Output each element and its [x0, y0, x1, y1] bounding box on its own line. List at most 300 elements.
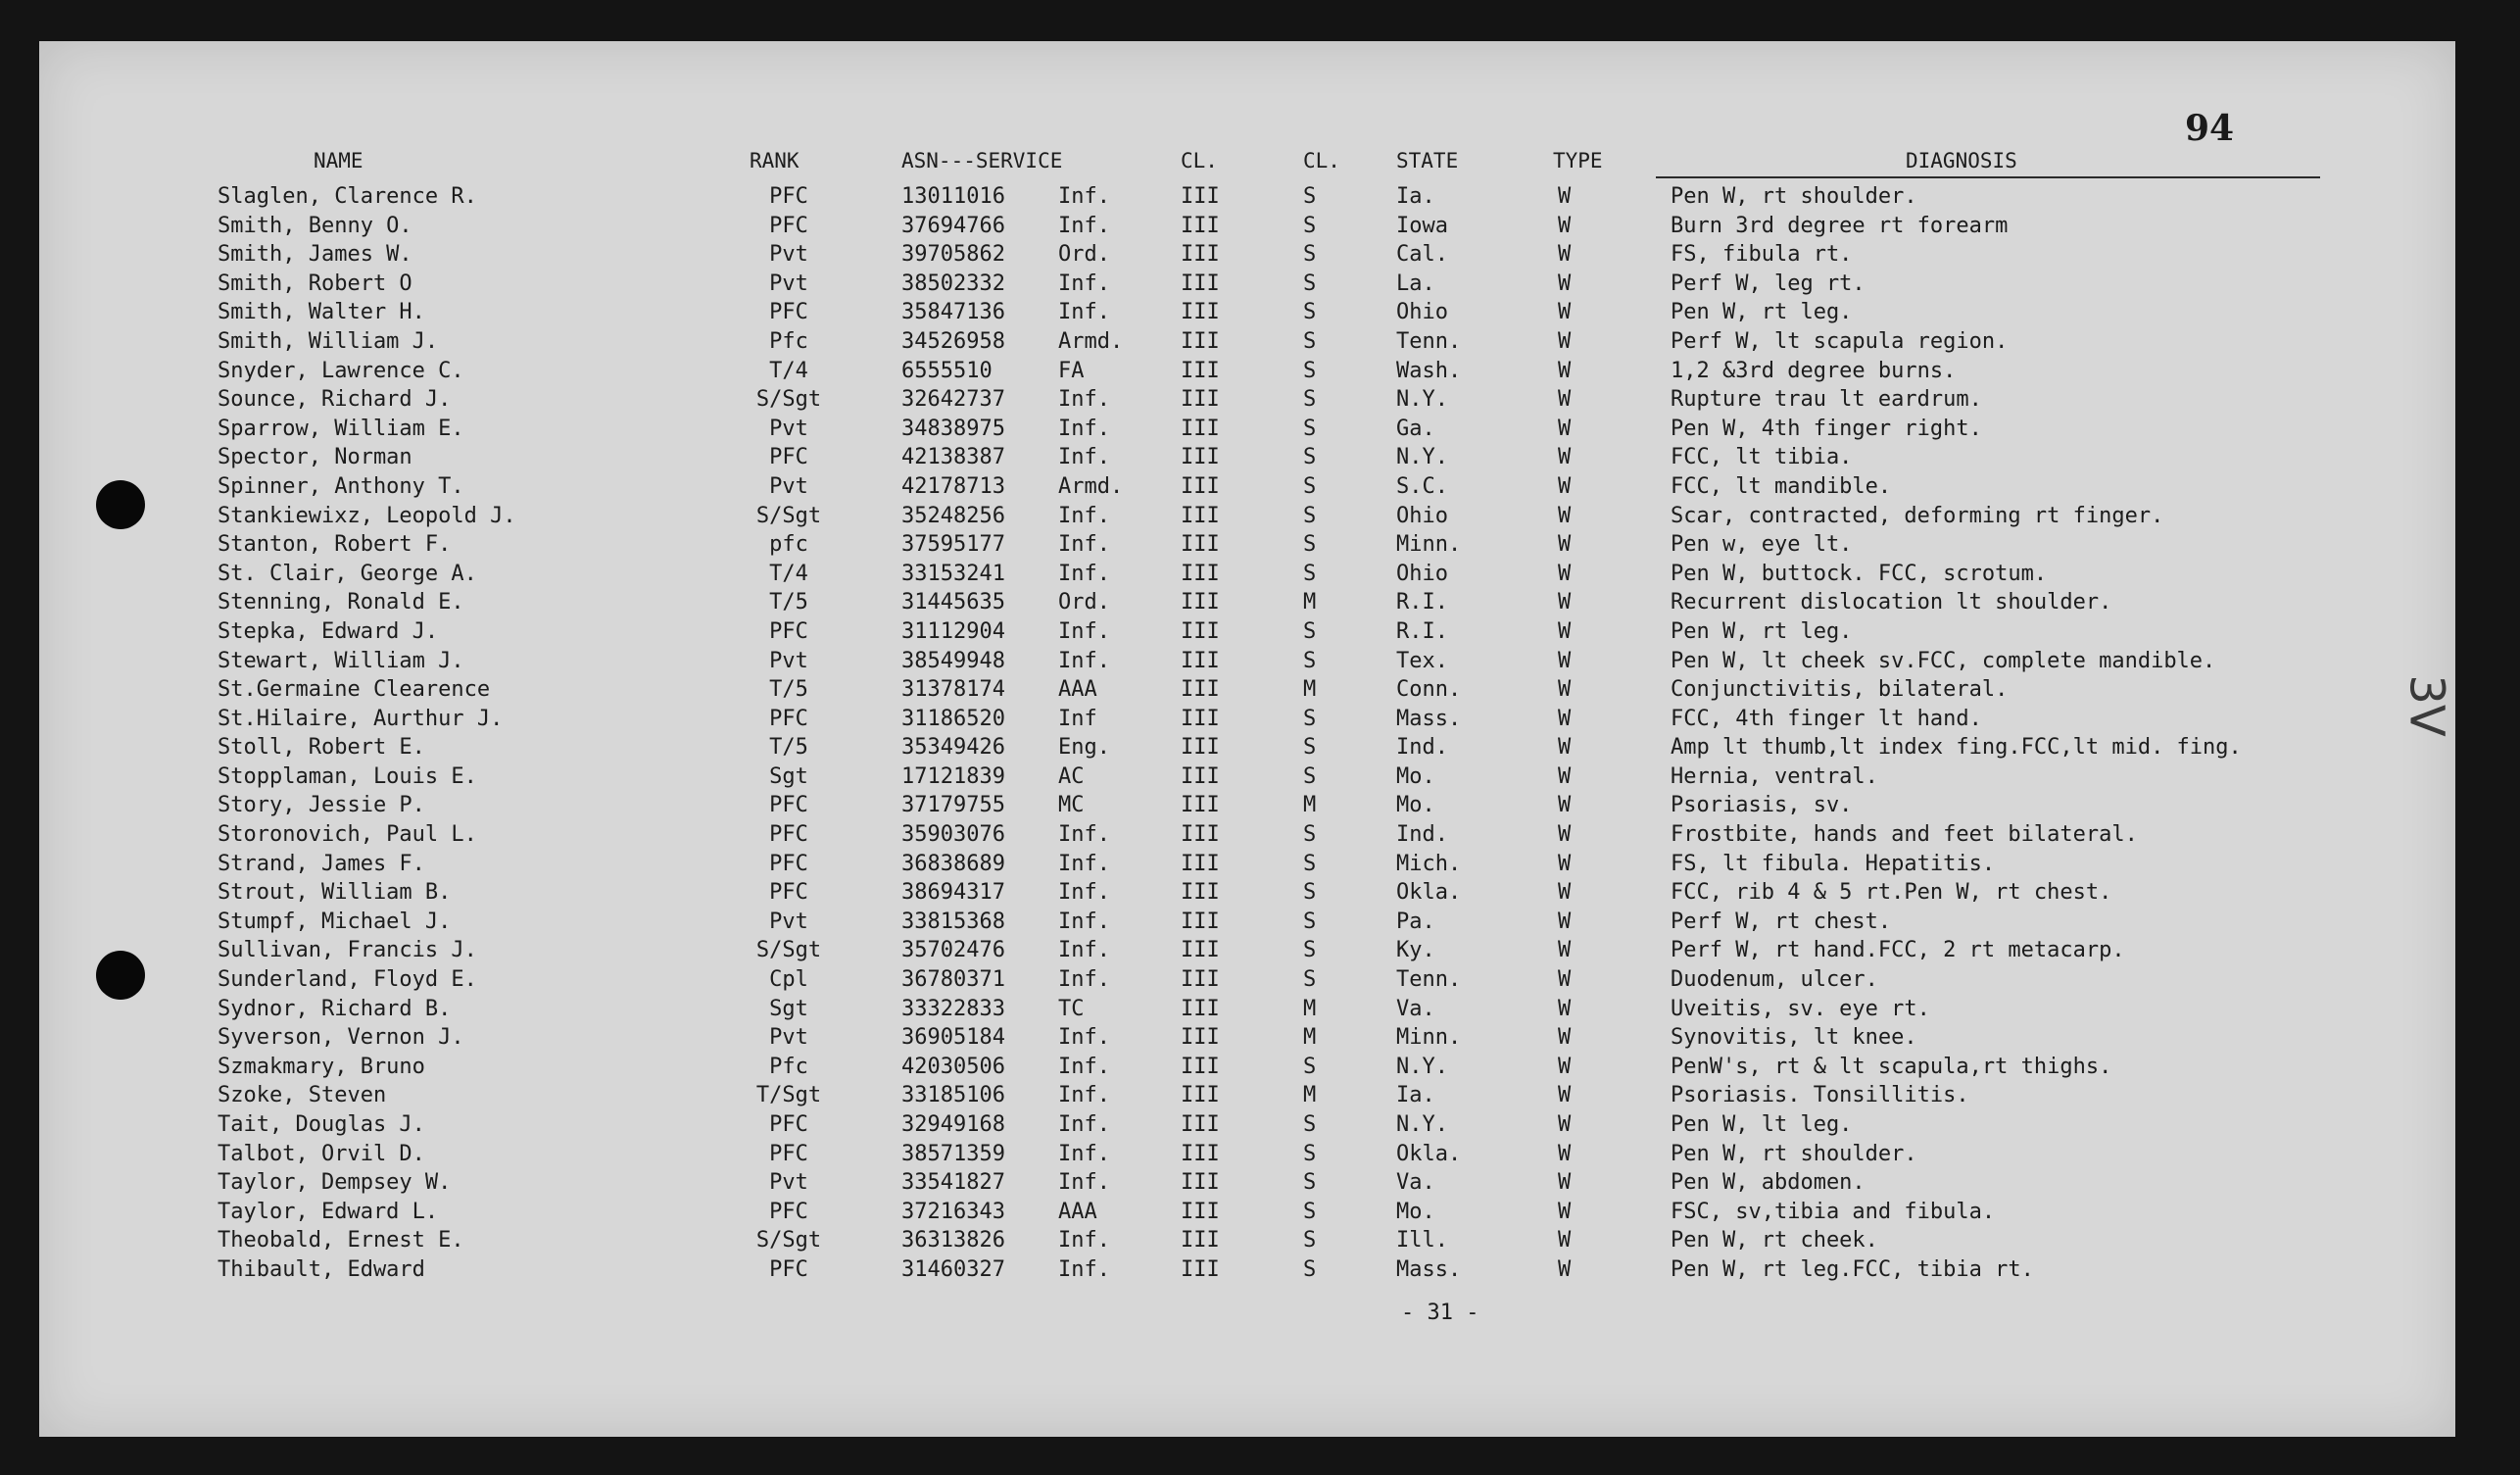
cell-class-2: S	[1303, 880, 1317, 906]
cell-class-2: M	[1303, 1083, 1317, 1108]
cell-type: W	[1558, 503, 1572, 528]
cell-rank: PFC	[769, 880, 808, 906]
cell-class-2: S	[1303, 242, 1317, 268]
table-row	[39, 762, 2455, 792]
cell-name: Sydnor, Richard B.	[218, 996, 452, 1021]
cell-type: W	[1558, 967, 1572, 993]
cell-class-2: S	[1303, 648, 1317, 673]
cell-type: W	[1558, 213, 1572, 238]
cell-diagnosis: Pen W, lt cheek sv.FCC, complete mandible.	[1671, 648, 2216, 673]
cell-rank: PFC	[769, 822, 808, 848]
cell-diagnosis: FCC, lt mandible.	[1671, 473, 1892, 499]
cell-class-2: M	[1303, 1025, 1317, 1051]
cell-state: Tenn.	[1396, 967, 1462, 993]
cell-class-2: S	[1303, 184, 1317, 209]
table-row	[39, 502, 2455, 531]
cell-name: Szmakmary, Bruno	[218, 1054, 425, 1079]
cell-service: Inf.	[1058, 184, 1110, 209]
cell-class-1: III	[1181, 184, 1220, 209]
cell-rank: PFC	[769, 184, 808, 209]
cell-state: Ga.	[1396, 416, 1435, 441]
cell-state: Ohio	[1396, 503, 1448, 528]
cell-name: Stopplaman, Louis E.	[218, 763, 477, 789]
table-row	[39, 530, 2455, 560]
cell-asn: 37595177	[901, 532, 1005, 558]
cell-diagnosis: Pen W, lt leg.	[1671, 1112, 1853, 1137]
cell-state: N.Y.	[1396, 445, 1448, 470]
table-row	[39, 1226, 2455, 1255]
footer-page-number: - 31 -	[1401, 1301, 1479, 1325]
cell-service: Inf.	[1058, 1141, 1110, 1166]
cell-class-1: III	[1181, 213, 1220, 238]
cell-type: W	[1558, 1170, 1572, 1196]
cell-service: Inf.	[1058, 909, 1110, 934]
cell-asn: 33185106	[901, 1083, 1005, 1108]
cell-type: W	[1558, 735, 1572, 761]
cell-class-1: III	[1181, 445, 1220, 470]
cell-diagnosis: Perf W, leg rt.	[1671, 270, 1866, 296]
cell-type: W	[1558, 532, 1572, 558]
cell-rank: S/Sgt	[755, 387, 822, 413]
table-row	[39, 1110, 2455, 1140]
cell-diagnosis: Pen W, rt cheek.	[1671, 1228, 1878, 1254]
cell-rank: T/5	[769, 590, 808, 615]
cell-name: Smith, James W.	[218, 242, 412, 268]
cell-class-1: III	[1181, 1199, 1220, 1224]
cell-rank: S/Sgt	[755, 938, 822, 963]
cell-state: Pa.	[1396, 909, 1435, 934]
cell-name: Stewart, William J.	[218, 648, 464, 673]
cell-state: Ohio	[1396, 300, 1448, 325]
cell-class-2: S	[1303, 213, 1317, 238]
cell-asn: 32949168	[901, 1112, 1005, 1137]
table-row	[39, 270, 2455, 299]
cell-state: Minn.	[1396, 532, 1462, 558]
cell-service: MC	[1058, 793, 1085, 818]
cell-state: Mo.	[1396, 1199, 1435, 1224]
cell-class-2: S	[1303, 618, 1317, 644]
cell-rank: Pvt	[769, 648, 808, 673]
cell-type: W	[1558, 590, 1572, 615]
cell-class-2: S	[1303, 1256, 1317, 1282]
header-diagnosis: DIAGNOSIS	[1906, 149, 2017, 172]
cell-name: Sounce, Richard J.	[218, 387, 452, 413]
cell-name: Smith, William J.	[218, 328, 439, 354]
cell-class-1: III	[1181, 532, 1220, 558]
cell-type: W	[1558, 358, 1572, 383]
cell-service: Inf.	[1058, 270, 1110, 296]
table-row	[39, 385, 2455, 415]
cell-type: W	[1558, 328, 1572, 354]
cell-type: W	[1558, 763, 1572, 789]
cell-class-2: S	[1303, 270, 1317, 296]
cell-class-1: III	[1181, 387, 1220, 413]
table-row	[39, 675, 2455, 705]
cell-rank: T/5	[769, 677, 808, 703]
cell-state: Mass.	[1396, 706, 1462, 731]
cell-service: Inf.	[1058, 416, 1110, 441]
cell-diagnosis: FS, lt fibula. Hepatitis.	[1671, 851, 1996, 876]
cell-class-1: III	[1181, 1256, 1220, 1282]
cell-class-1: III	[1181, 300, 1220, 325]
cell-class-2: S	[1303, 1112, 1317, 1137]
cell-name: Spector, Norman	[218, 445, 412, 470]
cell-name: Theobald, Ernest E.	[218, 1228, 464, 1254]
cell-class-2: M	[1303, 793, 1317, 818]
cell-type: W	[1558, 1256, 1572, 1282]
cell-asn: 36780371	[901, 967, 1005, 993]
cell-class-2: M	[1303, 996, 1317, 1021]
cell-diagnosis: Psoriasis, sv.	[1671, 793, 1853, 818]
cell-service: Inf.	[1058, 213, 1110, 238]
cell-class-1: III	[1181, 735, 1220, 761]
cell-diagnosis: Perf W, rt chest.	[1671, 909, 1892, 934]
cell-asn: 34526958	[901, 328, 1005, 354]
table-row	[39, 791, 2455, 820]
cell-state: Mich.	[1396, 851, 1462, 876]
cell-diagnosis: Pen W, rt leg.FCC, tibia rt.	[1671, 1256, 2034, 1282]
cell-class-1: III	[1181, 1112, 1220, 1137]
table-row	[39, 820, 2455, 850]
cell-name: Storonovich, Paul L.	[218, 822, 477, 848]
cell-diagnosis: Duodenum, ulcer.	[1671, 967, 1878, 993]
cell-class-1: III	[1181, 473, 1220, 499]
cell-class-1: III	[1181, 880, 1220, 906]
cell-class-1: III	[1181, 967, 1220, 993]
cell-rank: PFC	[769, 706, 808, 731]
cell-service: Inf.	[1058, 1170, 1110, 1196]
cell-state: Ohio	[1396, 561, 1448, 586]
cell-service: Inf.	[1058, 1228, 1110, 1254]
cell-asn: 31112904	[901, 618, 1005, 644]
cell-asn: 35702476	[901, 938, 1005, 963]
cell-state: Mo.	[1396, 763, 1435, 789]
cell-class-1: III	[1181, 503, 1220, 528]
cell-rank: PFC	[769, 445, 808, 470]
cell-rank: Pvt	[769, 1025, 808, 1051]
table-row	[39, 1255, 2455, 1285]
cell-diagnosis: Rupture trau lt eardrum.	[1671, 387, 1982, 413]
cell-asn: 33153241	[901, 561, 1005, 586]
table-row	[39, 705, 2455, 734]
cell-service: Inf.	[1058, 851, 1110, 876]
header-state: STATE	[1396, 149, 1459, 172]
cell-state: Ia.	[1396, 184, 1435, 209]
cell-rank: Pvt	[769, 270, 808, 296]
cell-rank: PFC	[769, 851, 808, 876]
header-class-1: CL.	[1181, 149, 1218, 172]
cell-name: Smith, Robert O	[218, 270, 412, 296]
table-row	[39, 878, 2455, 908]
cell-state: Ind.	[1396, 822, 1448, 848]
cell-name: Strout, William B.	[218, 880, 452, 906]
cell-diagnosis: PenW's, rt & lt scapula,rt thighs.	[1671, 1054, 2112, 1079]
cell-type: W	[1558, 938, 1572, 963]
cell-asn: 33541827	[901, 1170, 1005, 1196]
cell-type: W	[1558, 1083, 1572, 1108]
cell-diagnosis: Psoriasis. Tonsillitis.	[1671, 1083, 1969, 1108]
table-row	[39, 212, 2455, 241]
header-class-2: CL.	[1303, 149, 1340, 172]
table-row	[39, 560, 2455, 589]
cell-state: Mass.	[1396, 1256, 1462, 1282]
cell-type: W	[1558, 706, 1572, 731]
cell-type: W	[1558, 1112, 1572, 1137]
table-row	[39, 995, 2455, 1024]
table-row	[39, 443, 2455, 472]
cell-rank: PFC	[769, 213, 808, 238]
cell-diagnosis: Synovitis, lt knee.	[1671, 1025, 1917, 1051]
cell-type: W	[1558, 1025, 1572, 1051]
cell-state: Minn.	[1396, 1025, 1462, 1051]
cell-asn: 38502332	[901, 270, 1005, 296]
cell-name: Story, Jessie P.	[218, 793, 425, 818]
cell-class-2: S	[1303, 473, 1317, 499]
cell-service: TC	[1058, 996, 1085, 1021]
margin-handwriting: 3V	[2399, 674, 2454, 737]
cell-state: S.C.	[1396, 473, 1448, 499]
cell-state: R.I.	[1396, 590, 1448, 615]
cell-class-2: S	[1303, 1170, 1317, 1196]
cell-service: Inf.	[1058, 1083, 1110, 1108]
cell-service: Inf.	[1058, 532, 1110, 558]
cell-type: W	[1558, 416, 1572, 441]
cell-state: N.Y.	[1396, 1054, 1448, 1079]
cell-class-1: III	[1181, 1025, 1220, 1051]
cell-diagnosis: Pen w, eye lt.	[1671, 532, 1853, 558]
cell-state: Ky.	[1396, 938, 1435, 963]
cell-class-1: III	[1181, 996, 1220, 1021]
cell-class-2: S	[1303, 822, 1317, 848]
cell-type: W	[1558, 822, 1572, 848]
table-row	[39, 936, 2455, 965]
cell-class-2: S	[1303, 909, 1317, 934]
cell-type: W	[1558, 793, 1572, 818]
cell-name: Spinner, Anthony T.	[218, 473, 464, 499]
cell-class-2: S	[1303, 763, 1317, 789]
header-name: NAME	[314, 149, 363, 172]
cell-class-1: III	[1181, 618, 1220, 644]
cell-type: W	[1558, 473, 1572, 499]
cell-diagnosis: FCC, lt tibia.	[1671, 445, 1853, 470]
cell-class-1: III	[1181, 648, 1220, 673]
cell-asn: 31186520	[901, 706, 1005, 731]
cell-name: Taylor, Dempsey W.	[218, 1170, 452, 1196]
cell-name: St.Hilaire, Aurthur J.	[218, 706, 504, 731]
cell-class-1: III	[1181, 561, 1220, 586]
cell-class-2: M	[1303, 677, 1317, 703]
cell-rank: Pvt	[769, 416, 808, 441]
cell-class-1: III	[1181, 909, 1220, 934]
cell-name: Sullivan, Francis J.	[218, 938, 477, 963]
cell-rank: T/Sgt	[755, 1083, 822, 1108]
cell-asn: 42030506	[901, 1054, 1005, 1079]
cell-state: Tenn.	[1396, 328, 1462, 354]
cell-rank: PFC	[769, 1112, 808, 1137]
table-row	[39, 617, 2455, 647]
cell-name: Slaglen, Clarence R.	[218, 184, 477, 209]
cell-name: Stankiewixz, Leopold J.	[218, 503, 516, 528]
cell-name: St. Clair, George A.	[218, 561, 477, 586]
cell-asn: 37179755	[901, 793, 1005, 818]
cell-class-1: III	[1181, 706, 1220, 731]
casualty-table	[39, 182, 2455, 1285]
table-row	[39, 908, 2455, 937]
cell-name: St.Germaine Clearence	[218, 677, 491, 703]
cell-name: Tait, Douglas J.	[218, 1112, 425, 1137]
cell-service: Inf.	[1058, 561, 1110, 586]
cell-service: Ord.	[1058, 590, 1110, 615]
cell-service: Ord.	[1058, 242, 1110, 268]
cell-rank: Pvt	[769, 473, 808, 499]
cell-class-1: III	[1181, 763, 1220, 789]
cell-rank: Sgt	[769, 763, 808, 789]
cell-diagnosis: Uveitis, sv. eye rt.	[1671, 996, 1930, 1021]
cell-service: Inf.	[1058, 822, 1110, 848]
cell-class-1: III	[1181, 851, 1220, 876]
cell-service: Inf.	[1058, 648, 1110, 673]
cell-type: W	[1558, 677, 1572, 703]
table-row	[39, 647, 2455, 676]
cell-type: W	[1558, 561, 1572, 586]
cell-class-1: III	[1181, 358, 1220, 383]
cell-type: W	[1558, 242, 1572, 268]
cell-asn: 17121839	[901, 763, 1005, 789]
cell-rank: T/4	[769, 561, 808, 586]
cell-service: Inf	[1058, 706, 1097, 731]
cell-diagnosis: Scar, contracted, deforming rt finger.	[1671, 503, 2164, 528]
cell-class-1: III	[1181, 677, 1220, 703]
cell-class-2: S	[1303, 1199, 1317, 1224]
cell-diagnosis: Recurrent dislocation lt shoulder.	[1671, 590, 2112, 615]
cell-service: Inf.	[1058, 618, 1110, 644]
header-rank: RANK	[750, 149, 800, 172]
cell-name: Talbot, Orvil D.	[218, 1141, 425, 1166]
table-row	[39, 588, 2455, 617]
cell-name: Smith, Walter H.	[218, 300, 425, 325]
cell-diagnosis: Pen W, rt leg.	[1671, 300, 1853, 325]
cell-name: Stoll, Robert E.	[218, 735, 425, 761]
cell-type: W	[1558, 648, 1572, 673]
cell-class-2: S	[1303, 416, 1317, 441]
table-row	[39, 850, 2455, 879]
cell-rank: PFC	[769, 793, 808, 818]
cell-name: Stanton, Robert F.	[218, 532, 452, 558]
cell-state: Cal.	[1396, 242, 1448, 268]
cell-diagnosis: FCC, rib 4 & 5 rt.Pen W, rt chest.	[1671, 880, 2112, 906]
header-asn-service: ASN---SERVICE	[901, 149, 1063, 172]
cell-service: Inf.	[1058, 1025, 1110, 1051]
cell-service: Armd.	[1058, 473, 1124, 499]
cell-rank: PFC	[769, 618, 808, 644]
cell-rank: T/4	[769, 358, 808, 383]
cell-service: Inf.	[1058, 300, 1110, 325]
cell-diagnosis: Hernia, ventral.	[1671, 763, 1878, 789]
cell-rank: S/Sgt	[755, 503, 822, 528]
table-row	[39, 1168, 2455, 1198]
cell-asn: 31445635	[901, 590, 1005, 615]
cell-rank: Pvt	[769, 242, 808, 268]
cell-diagnosis: Amp lt thumb,lt index fing.FCC,lt mid. fing.	[1671, 735, 2242, 761]
cell-diagnosis: Pen W, rt leg.	[1671, 618, 1853, 644]
cell-state: Va.	[1396, 996, 1435, 1021]
cell-class-2: S	[1303, 1141, 1317, 1166]
cell-class-1: III	[1181, 270, 1220, 296]
cell-rank: pfc	[769, 532, 808, 558]
cell-rank: Sgt	[769, 996, 808, 1021]
cell-name: Szoke, Steven	[218, 1083, 387, 1108]
cell-diagnosis: Pen W, rt shoulder.	[1671, 1141, 1917, 1166]
cell-asn: 32642737	[901, 387, 1005, 413]
cell-name: Strand, James F.	[218, 851, 425, 876]
table-row	[39, 1023, 2455, 1053]
cell-name: Sparrow, William E.	[218, 416, 464, 441]
cell-class-1: III	[1181, 242, 1220, 268]
cell-asn: 33322833	[901, 996, 1005, 1021]
cell-service: AC	[1058, 763, 1085, 789]
cell-asn: 38694317	[901, 880, 1005, 906]
cell-state: Tex.	[1396, 648, 1448, 673]
cell-type: W	[1558, 270, 1572, 296]
cell-asn: 42178713	[901, 473, 1005, 499]
cell-asn: 42138387	[901, 445, 1005, 470]
cell-state: Va.	[1396, 1170, 1435, 1196]
table-row	[39, 1053, 2455, 1082]
table-row	[39, 1198, 2455, 1227]
cell-class-1: III	[1181, 590, 1220, 615]
cell-diagnosis: Pen W, rt shoulder.	[1671, 184, 1917, 209]
cell-rank: Pfc	[769, 1054, 808, 1079]
cell-service: Inf.	[1058, 1112, 1110, 1137]
cell-name: Syverson, Vernon J.	[218, 1025, 464, 1051]
cell-diagnosis: Perf W, lt scapula region.	[1671, 328, 2009, 354]
cell-asn: 35248256	[901, 503, 1005, 528]
table-row	[39, 472, 2455, 502]
cell-asn: 39705862	[901, 242, 1005, 268]
cell-class-1: III	[1181, 1170, 1220, 1196]
cell-type: W	[1558, 851, 1572, 876]
cell-class-2: S	[1303, 1054, 1317, 1079]
cell-asn: 6555510	[901, 358, 993, 383]
cell-state: Conn.	[1396, 677, 1462, 703]
cell-diagnosis: Pen W, abdomen.	[1671, 1170, 1866, 1196]
cell-state: Mo.	[1396, 793, 1435, 818]
cell-type: W	[1558, 1054, 1572, 1079]
cell-class-2: M	[1303, 590, 1317, 615]
table-row	[39, 1081, 2455, 1110]
cell-type: W	[1558, 996, 1572, 1021]
table-row	[39, 182, 2455, 212]
cell-asn: 38549948	[901, 648, 1005, 673]
page-number: 94	[2185, 108, 2235, 149]
cell-class-1: III	[1181, 938, 1220, 963]
cell-service: Inf.	[1058, 880, 1110, 906]
cell-class-1: III	[1181, 1083, 1220, 1108]
cell-class-2: S	[1303, 938, 1317, 963]
cell-class-1: III	[1181, 328, 1220, 354]
cell-state: N.Y.	[1396, 387, 1448, 413]
cell-class-2: S	[1303, 851, 1317, 876]
cell-type: W	[1558, 1228, 1572, 1254]
cell-class-1: III	[1181, 416, 1220, 441]
cell-state: Wash.	[1396, 358, 1462, 383]
cell-name: Smith, Benny O.	[218, 213, 412, 238]
table-row	[39, 327, 2455, 357]
table-row	[39, 965, 2455, 995]
cell-class-1: III	[1181, 822, 1220, 848]
cell-service: AAA	[1058, 677, 1097, 703]
cell-asn: 31378174	[901, 677, 1005, 703]
